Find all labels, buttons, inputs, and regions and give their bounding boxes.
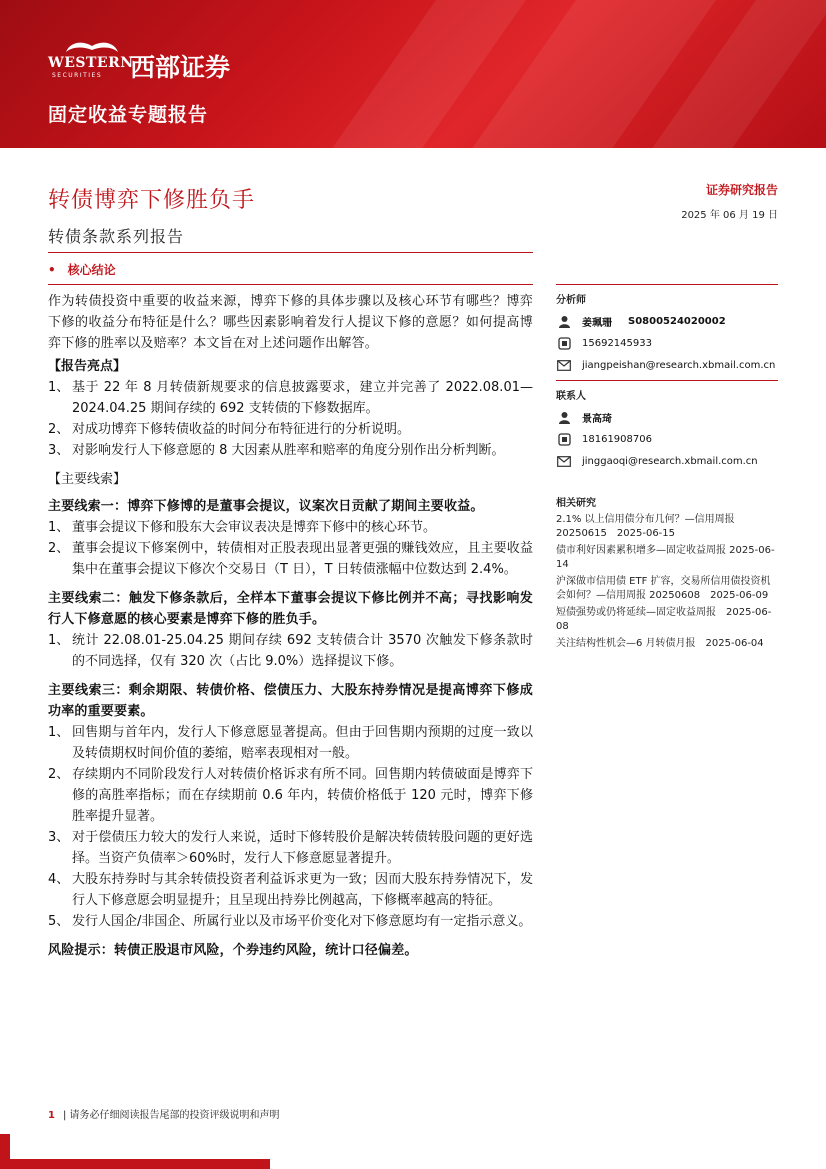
risk-note: 风险提示：转债正股退市风险，个券违约风险，统计口径偏差。 <box>48 943 418 958</box>
main-content <box>48 252 533 961</box>
contact-email[interactable]: jinggaoqi@research.xbmail.com.cn <box>582 455 758 467</box>
page-number: 1 <box>48 1110 55 1121</box>
list-item: 1、 董事会提议下修和股东大会审议表决是博弈下修中的核心环节。 <box>48 520 437 535</box>
report-date: 2025 年 06 月 19 日 <box>681 210 778 221</box>
analyst-name-row <box>556 310 778 332</box>
contact-name-row <box>556 406 778 428</box>
related-research <box>556 488 778 651</box>
sidebar <box>556 284 778 654</box>
analyst-email-row <box>556 354 778 376</box>
email-icon <box>556 454 572 468</box>
analyst-name: 姜珮珊 <box>582 317 612 329</box>
corner-decoration <box>0 1128 270 1169</box>
analyst-phone: 15692145933 <box>582 337 652 349</box>
header-banner <box>0 0 826 148</box>
list-item: 5、 发行人国企/非国企、所属行业以及市场平价变化对下修意愿均有一定指示意义。 <box>48 914 532 929</box>
list-item: 4、 大股东持券时与其余转债投资者利益诉求更为一致；因而大股东持券情况下，发行人下修意愿会明显提升；且呈现出持券比例越高，下修概率越高的特征。 <box>48 872 533 908</box>
report-type: 固定收益专题报告 <box>48 104 209 126</box>
phone-icon <box>556 336 572 350</box>
report-title: 转债博弈下修胜负手 <box>48 188 256 213</box>
list-item: 2、 对成功博弈下修转债收益的时间分布特征进行的分析说明。 <box>48 422 411 437</box>
analyst-email[interactable]: jiangpeishan@research.xbmail.com.cn <box>582 359 776 371</box>
list-item: 1、 基于 22 年 8 月转债新规要求的信息披露要求，建立并完善了 2022.08.01—2024.04.25 期间存续的 692 支转债的下修数据库。 <box>48 380 533 416</box>
bull-logo-icon <box>62 38 122 54</box>
report-subtitle: 转债条款系列报告 <box>48 227 185 246</box>
related-item[interactable]: 短债强势或仍将延续—固定收益周报 2025-06-08 <box>556 607 772 632</box>
list-item: 1、 回售期与首年内，发行人下修意愿显著提高。但由于回售期内预期的过度一致以及转债期权时间价值的萎缩，赔率表现相对一般。 <box>48 725 533 761</box>
contact-phone: 18161908706 <box>582 433 652 445</box>
logo-english: WESTERN <box>48 55 134 71</box>
highlights-title: 【报告亮点】 <box>48 359 127 374</box>
intro-paragraph: 作为转债投资中重要的收益来源，博弈下修的具体步骤以及核心环节有哪些？博弈下修的收益分布特征是什么？哪些因素影响着发行人提议下修的意愿？如何提高博弈下修的胜率以及赔率？本文旨在对上述问题作出解答。 <box>48 294 533 351</box>
clue3-title: 主要线索三：剩余期限、转债价格、偿债压力、大股东持券情况是提高博弈下修成功率的重要要素。 <box>48 683 533 719</box>
related-heading: 相关研究 <box>556 498 596 509</box>
divider <box>48 284 533 285</box>
document-kind: 证券研究报告 <box>705 183 778 197</box>
footer-note: | 请务必仔细阅读报告尾部的投资评级说明和声明 <box>62 1110 280 1121</box>
analyst-heading: 分析师 <box>556 284 778 310</box>
logo-chinese: 西部证券 <box>130 53 231 82</box>
clue2-title: 主要线索二：触发下修条款后，全样本下董事会提议下修比例并不高；寻找影响发行人下修意愿的核心要素是博弈下修的胜负手。 <box>48 591 533 627</box>
analyst-phone-row <box>556 332 778 354</box>
phone-icon <box>556 432 572 446</box>
list-item: 3、 对于偿债压力较大的发行人来说，适时下修转股价是解决转债转股问题的更好选择。当资产负债率＞60%时，发行人下修意愿显著提升。 <box>48 830 533 866</box>
list-item: 2、 存续期内不同阶段发行人对转债价格诉求有所不同。回售期内转债破面是博弈下修的高胜率指标；而在存续期前 0.6 年内，转债价格低于 120 元时，博弈下修胜率提升显著。 <box>48 767 533 824</box>
highlights-list <box>48 377 533 461</box>
person-icon <box>556 410 572 424</box>
person-icon <box>556 314 572 328</box>
related-item[interactable]: 沪深做市信用债 ETF 扩容，交易所信用债投资机会如何？—信用周报 20250608 2025-06-09 <box>556 576 771 601</box>
list-item: 2、 董事会提议下修案例中，转债相对正股表现出显著更强的赚钱效应，且主要收益集中在董事会提议下修次个交易日（T 日），T 日转债涨幅中位数达到 2.4%。 <box>48 541 533 577</box>
core-heading-label: 核心结论 <box>67 263 116 277</box>
email-icon <box>556 358 572 372</box>
related-item[interactable]: 关注结构性机会—6 月转债月报 2025-06-04 <box>556 638 764 649</box>
contact-phone-row <box>556 428 778 450</box>
bullet-icon: • <box>48 263 56 277</box>
core-heading <box>48 261 533 278</box>
divider <box>48 252 533 253</box>
list-item: 1、 统计 22.08.01-25.04.25 期间存续 692 支转债合计 3570 次触发下修条款时的不同选择，仅有 320 次（占比 9.0%）选择提议下修。 <box>48 633 533 669</box>
contact-name: 景高琦 <box>582 413 612 425</box>
logo-english-sub: SECURITIES <box>52 72 103 79</box>
related-item[interactable]: 债市利好因素累积增多—固定收益周报 2025-06-14 <box>556 545 775 570</box>
related-item[interactable]: 2.1% 以上信用债分布几何？—信用周报 20250615 2025-06-15 <box>556 514 735 539</box>
contact-heading: 联系人 <box>556 380 778 406</box>
clue1-title: 主要线索一：博弈下修博的是董事会提议，议案次日贡献了期间主要收益。 <box>48 499 484 514</box>
list-item: 3、 对影响发行人下修意愿的 8 大因素从胜率和赔率的角度分别作出分析判断。 <box>48 443 505 458</box>
analyst-code: S0800524020002 <box>628 315 726 327</box>
contact-email-row <box>556 450 778 472</box>
footer <box>48 1106 280 1121</box>
clues-title: 【主要线索】 <box>48 472 127 487</box>
